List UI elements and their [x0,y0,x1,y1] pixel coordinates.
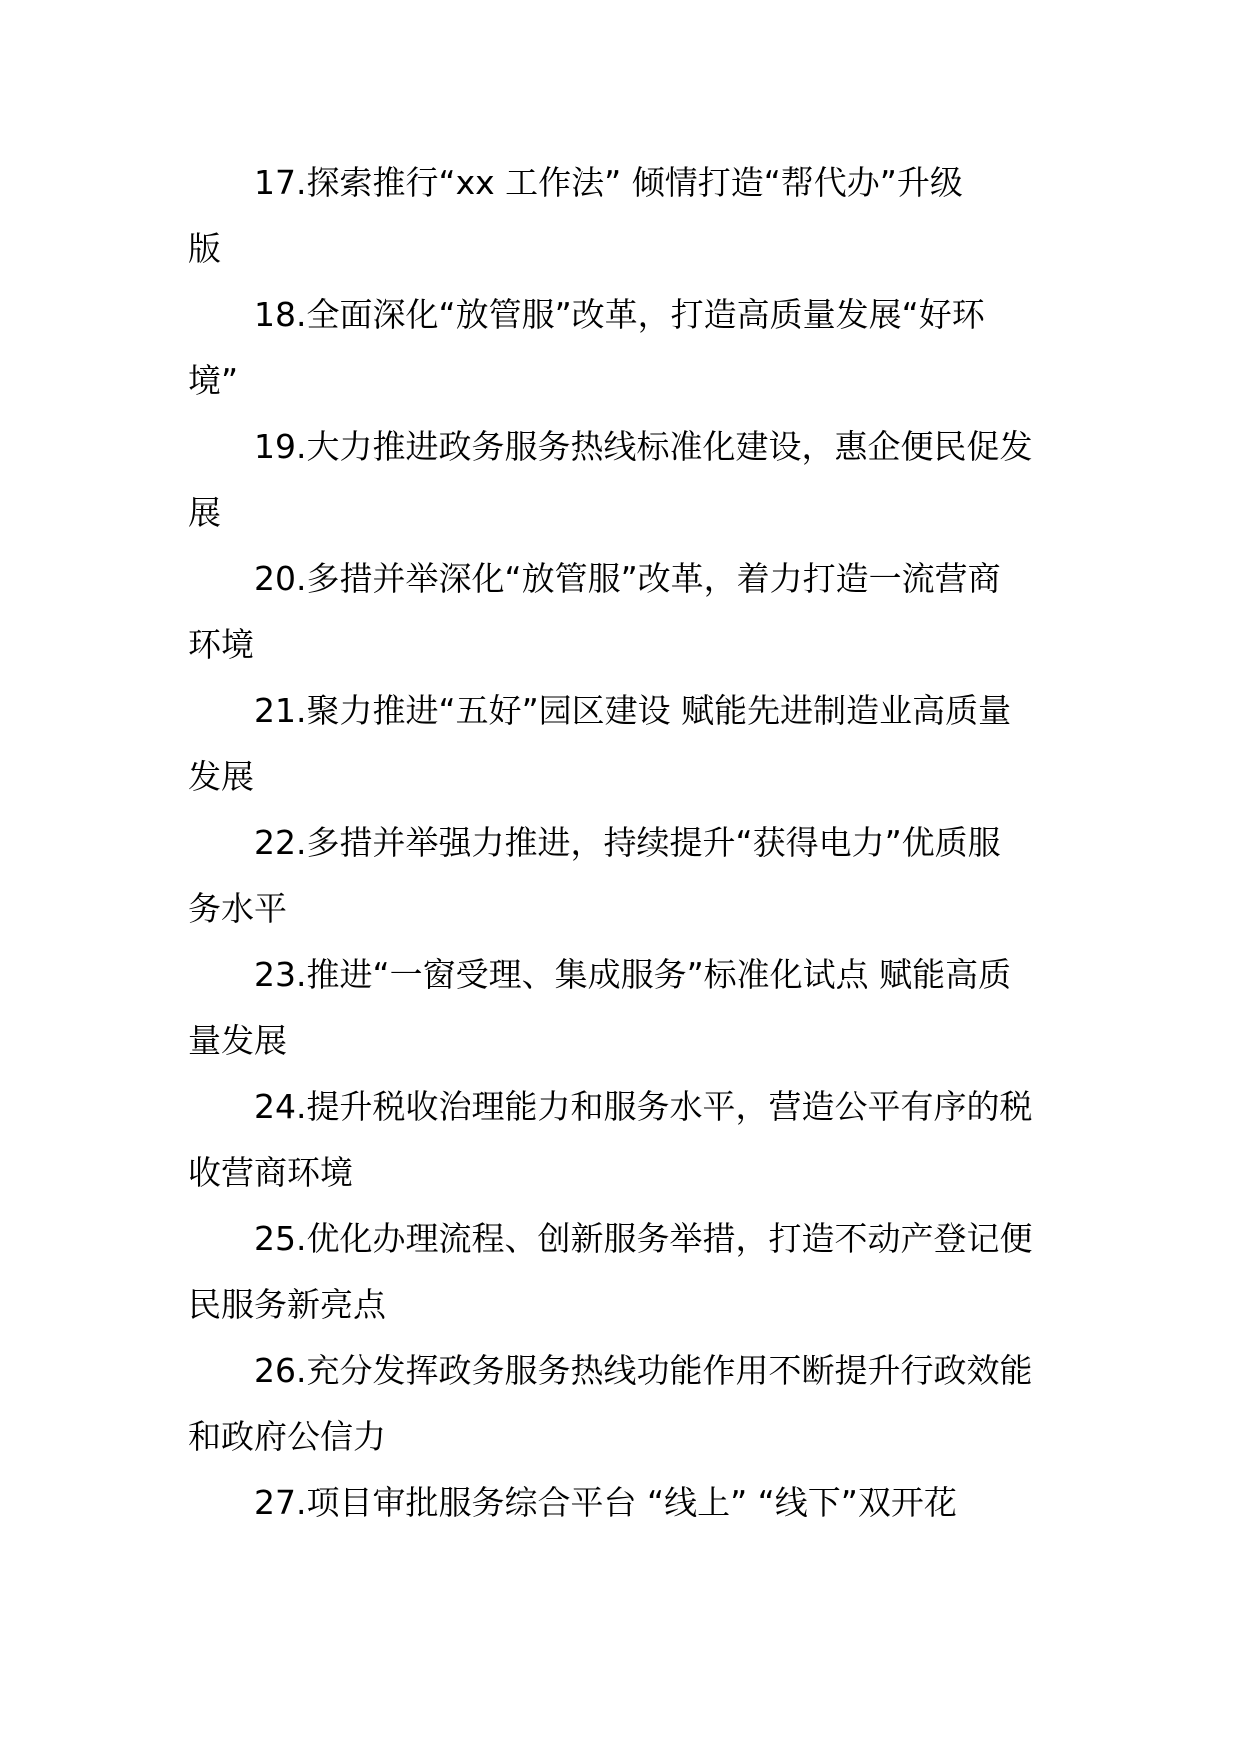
item-line-1: 27.项目审批服务综合平台 “线上” “线下”双开花 [254,1483,957,1522]
list-item [188,282,1058,414]
item-line-2: 和政府公信力 [188,1417,386,1456]
list-item [188,1074,1058,1206]
item-line-1: 22.多措并举强力推进，持续提升“获得电力”优质服 [254,823,1001,862]
item-line-2: 境” [188,361,239,400]
item-line-1: 25.优化办理流程、创新服务举措，打造不动产登记便 [254,1219,1033,1258]
list-item [188,678,1058,810]
item-line-2: 收营商环境 [188,1153,353,1192]
item-line-1: 17.探索推行“xx 工作法” 倾情打造“帮代办”升级 [254,163,963,202]
list-item [188,1338,1058,1470]
list-item [188,810,1058,942]
item-line-1: 26.充分发挥政务服务热线功能作用不断提升行政效能 [254,1351,1033,1390]
list-item [188,1470,1058,1536]
item-line-1: 18.全面深化“放管服”改革，打造高质量发展“好环 [254,295,985,334]
list-item [188,942,1058,1074]
item-line-2: 量发展 [188,1021,287,1060]
document-body [188,150,1058,1536]
item-line-2: 展 [188,493,221,532]
list-item [188,150,1058,282]
item-line-2: 版 [188,229,221,268]
item-line-2: 民服务新亮点 [188,1285,386,1324]
item-line-1: 24.提升税收治理能力和服务水平，营造公平有序的税 [254,1087,1033,1126]
item-line-1: 21.聚力推进“五好”园区建设 赋能先进制造业高质量 [254,691,1012,730]
list-item [188,414,1058,546]
list-item [188,1206,1058,1338]
item-line-1: 20.多措并举深化“放管服”改革，着力打造一流营商 [254,559,1001,598]
item-line-1: 19.大力推进政务服务热线标准化建设，惠企便民促发 [254,427,1033,466]
item-line-2: 环境 [188,625,254,664]
list-item [188,546,1058,678]
item-line-1: 23.推进“一窗受理、集成服务”标准化试点 赋能高质 [254,955,1012,994]
item-line-2: 务水平 [188,889,287,928]
item-line-2: 发展 [188,757,254,796]
